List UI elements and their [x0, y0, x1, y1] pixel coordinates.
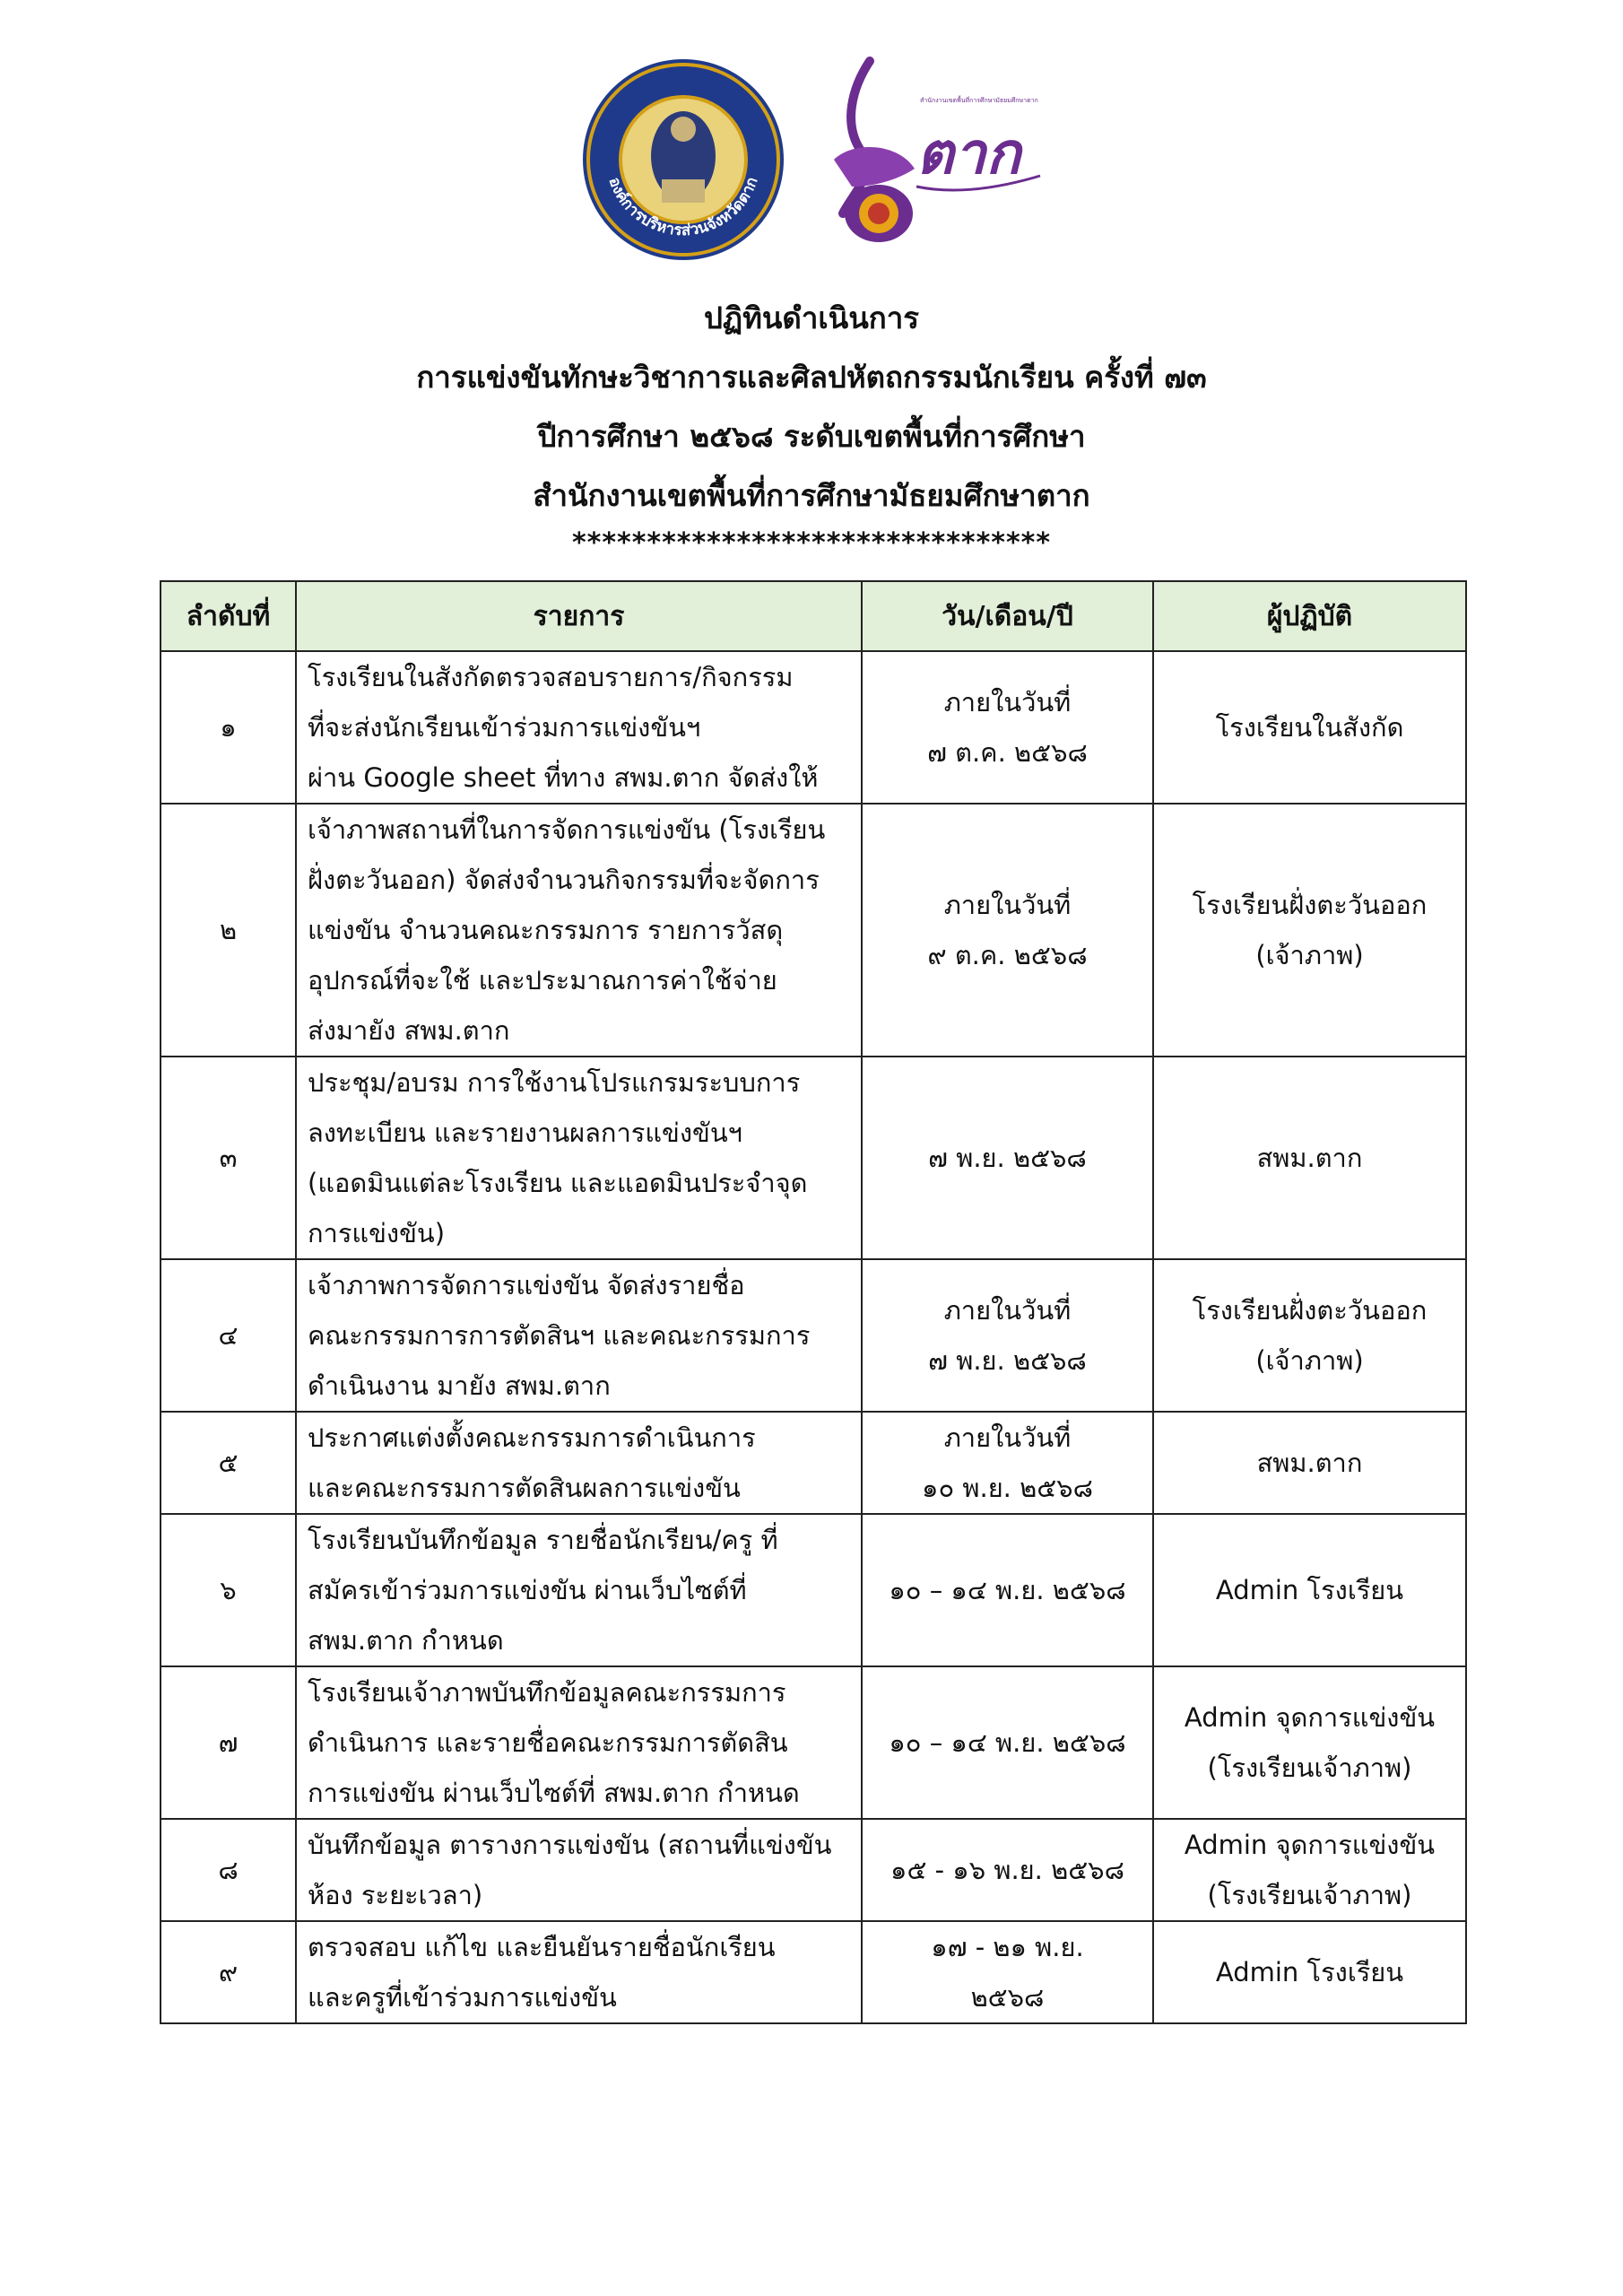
- table-row: [161, 1412, 1466, 1514]
- item-text-line: เจ้าภาพการจัดการแข่งขัน จัดส่งรายชื่อ: [308, 1270, 745, 1300]
- row-who: [1153, 804, 1466, 1057]
- item-text-line: แข่งขัน จำนวนคณะกรรมการ รายการวัสดุ: [308, 915, 784, 945]
- row-date: [862, 1921, 1153, 2023]
- item-text-line: โรงเรียนบันทึกข้อมูล รายชื่อนักเรียน/ครู ที่: [308, 1525, 778, 1555]
- item-text-line: สมัครเข้าร่วมการแข่งขัน ผ่านเว็บไซต์ที่: [308, 1575, 747, 1605]
- document-header: [0, 289, 1623, 561]
- row-date: [862, 804, 1153, 1057]
- table-row: [161, 651, 1466, 804]
- row-date: [862, 1514, 1153, 1666]
- date-text-line: ๑๐ – ๑๔ พ.ย. ๒๕๖๘: [889, 1575, 1126, 1605]
- pao-seal-logo: [579, 56, 787, 264]
- date-text-line: ๑๕ - ๑๖ พ.ย. ๒๕๖๘: [890, 1855, 1124, 1885]
- item-text-line: ประกาศแต่งตั้งคณะกรรมการดำเนินการ: [308, 1422, 756, 1453]
- item-text-line: ประชุม/อบรม การใช้งานโปรแกรมระบบการ: [308, 1067, 801, 1098]
- row-date: [862, 1819, 1153, 1921]
- tak-office-logo: [816, 52, 1049, 249]
- row-number: ๔: [161, 1259, 296, 1412]
- date-text-line: ๙ ต.ค. ๒๕๖๘: [927, 940, 1088, 970]
- date-text-line: ภายในวันที่: [943, 890, 1072, 920]
- header-responsible: ผู้ปฏิบัติ: [1153, 581, 1466, 651]
- responsible-text-line: (เจ้าภาพ): [1255, 940, 1364, 970]
- row-number: ๓: [161, 1057, 296, 1259]
- item-text-line: ส่งมายัง สพม.ตาก: [308, 1015, 510, 1046]
- row-number: ๒: [161, 804, 296, 1057]
- row-item: [296, 804, 862, 1057]
- row-number: ๙: [161, 1921, 296, 2023]
- item-text-line: ตรวจสอบ แก้ไข และยืนยันรายชื่อนักเรียน: [308, 1932, 776, 1962]
- table-header-row: [161, 581, 1466, 651]
- item-text-line: คณะกรรมการการตัดสินฯ และคณะกรรมการ: [308, 1320, 811, 1351]
- row-date: [862, 651, 1153, 804]
- schedule-table: [160, 580, 1467, 2024]
- responsible-text-line: โรงเรียนในสังกัด: [1215, 712, 1404, 743]
- row-who: [1153, 1057, 1466, 1259]
- date-text-line: ๑๐ – ๑๔ พ.ย. ๒๕๖๘: [889, 1727, 1126, 1758]
- item-text-line: การแข่งขัน): [308, 1218, 446, 1248]
- date-text-line: ๑๗ - ๒๑ พ.ย.: [931, 1932, 1084, 1962]
- row-who: [1153, 1259, 1466, 1412]
- item-text-line: บันทึกข้อมูล ตารางการแข่งขัน (สถานที่แข่งขัน: [308, 1830, 832, 1860]
- date-text-line: ภายในวันที่: [943, 1295, 1072, 1326]
- seal-lettering: องค์การบริหารส่วนจังหวัดตาก: [604, 175, 762, 240]
- responsible-text-line: โรงเรียนฝั่งตะวันออก: [1192, 890, 1428, 920]
- responsible-text-line: สพม.ตาก: [1256, 1143, 1363, 1173]
- title-line-1: ปฏิทินดำเนินการ: [703, 300, 919, 335]
- row-who: [1153, 1514, 1466, 1666]
- row-number: ๘: [161, 1819, 296, 1921]
- item-text-line: และครูที่เข้าร่วมการแข่งขัน: [308, 1982, 617, 2013]
- table-row: [161, 1819, 1466, 1921]
- item-text-line: อุปกรณ์ที่จะใช้ และประมาณการค่าใช้จ่าย: [308, 965, 777, 996]
- responsible-text-line: Admin โรงเรียน: [1215, 1957, 1404, 1987]
- row-who: [1153, 1921, 1466, 2023]
- table-row: [161, 1259, 1466, 1412]
- responsible-text-line: Admin โรงเรียน: [1215, 1575, 1404, 1605]
- table-row: [161, 1514, 1466, 1666]
- row-number: ๑: [161, 651, 296, 804]
- header-item: รายการ: [296, 581, 862, 651]
- title-line-3: ปีการศึกษา ๒๕๖๘ ระดับเขตพื้นที่การศึกษา: [537, 419, 1086, 454]
- row-number: ๗: [161, 1666, 296, 1819]
- row-number: ๖: [161, 1514, 296, 1666]
- date-text-line: ๒๕๖๘: [970, 1982, 1045, 2013]
- responsible-text-line: โรงเรียนฝั่งตะวันออก: [1192, 1295, 1428, 1326]
- row-item: [296, 1666, 862, 1819]
- table-row: [161, 1666, 1466, 1819]
- item-text-line: ฝั่งตะวันออก) จัดส่งจำนวนกิจกรรมที่จะจัดการ: [308, 865, 820, 895]
- logo-area: [574, 52, 1058, 240]
- responsible-text-line: Admin จุดการแข่งขัน: [1184, 1702, 1436, 1733]
- table-row: [161, 1921, 1466, 2023]
- date-text-line: ภายในวันที่: [943, 687, 1072, 718]
- separator: ********************************: [571, 527, 1052, 559]
- header-date: วัน/เดือน/ปี: [862, 581, 1153, 651]
- row-number: ๕: [161, 1412, 296, 1514]
- responsible-text-line: Admin จุดการแข่งขัน: [1184, 1830, 1436, 1860]
- item-text-line: (แอดมินแต่ละโรงเรียน และแอดมินประจำจุด: [308, 1168, 808, 1198]
- table-row: [161, 804, 1466, 1057]
- responsible-text-line: สพม.ตาก: [1256, 1448, 1363, 1478]
- row-item: [296, 1819, 862, 1921]
- row-date: [862, 1412, 1153, 1514]
- row-item: [296, 1921, 862, 2023]
- row-date: [862, 1057, 1153, 1259]
- row-item: [296, 1412, 862, 1514]
- row-item: [296, 1259, 862, 1412]
- item-text-line: เจ้าภาพสถานที่ในการจัดการแข่งขัน (โรงเรียน: [308, 814, 826, 845]
- item-text-line: โรงเรียนในสังกัดตรวจสอบรายการ/กิจกรรม: [308, 662, 794, 692]
- date-text-line: ๑๐ พ.ย. ๒๕๖๘: [922, 1473, 1093, 1503]
- title-line-4: สำนักงานเขตพื้นที่การศึกษามัธยมศึกษาตาก: [533, 478, 1090, 513]
- row-who: [1153, 1412, 1466, 1514]
- row-date: [862, 1259, 1153, 1412]
- item-text-line: ดำเนินงาน มายัง สพม.ตาก: [308, 1370, 611, 1401]
- table-row: [161, 1057, 1466, 1259]
- header-no: ลำดับที่: [161, 581, 296, 651]
- item-text-line: ผ่าน Google sheet ที่ทาง สพม.ตาก จัดส่งให้: [308, 762, 819, 793]
- item-text-line: โรงเรียนเจ้าภาพบันทึกข้อมูลคณะกรรมการ: [308, 1677, 786, 1708]
- logo-wordmark: ตาก: [916, 121, 1021, 187]
- date-text-line: ๗ พ.ย. ๒๕๖๘: [928, 1345, 1087, 1376]
- row-who: [1153, 1666, 1466, 1819]
- row-item: [296, 1514, 862, 1666]
- item-text-line: การแข่งขัน ผ่านเว็บไซต์ที่ สพม.ตาก กำหนด: [308, 1778, 800, 1808]
- item-text-line: ลงทะเบียน และรายงานผลการแข่งขันฯ: [308, 1118, 742, 1148]
- item-text-line: ห้อง ระยะเวลา): [308, 1880, 483, 1910]
- item-text-line: และคณะกรรมการตัดสินผลการแข่งขัน: [308, 1473, 741, 1503]
- row-who: [1153, 651, 1466, 804]
- date-text-line: ๗ ต.ค. ๒๕๖๘: [927, 737, 1088, 768]
- date-text-line: ภายในวันที่: [943, 1422, 1072, 1453]
- row-date: [862, 1666, 1153, 1819]
- responsible-text-line: (โรงเรียนเจ้าภาพ): [1207, 1752, 1412, 1783]
- item-text-line: สพม.ตาก กำหนด: [308, 1625, 504, 1656]
- title-line-2: การแข่งขันทักษะวิชาการและศิลปหัตถกรรมนักเรียน ครั้งที่ ๗๓: [416, 360, 1207, 395]
- responsible-text-line: (เจ้าภาพ): [1255, 1345, 1364, 1376]
- row-item: [296, 651, 862, 804]
- logo-small-text: สำนักงานเขตพื้นที่การศึกษามัธยมศึกษาตาก: [920, 97, 1038, 104]
- row-item: [296, 1057, 862, 1259]
- date-text-line: ๗ พ.ย. ๒๕๖๘: [928, 1143, 1087, 1173]
- responsible-text-line: (โรงเรียนเจ้าภาพ): [1207, 1880, 1412, 1910]
- item-text-line: ดำเนินการ และรายชื่อคณะกรรมการตัดสิน: [308, 1727, 788, 1758]
- item-text-line: ที่จะส่งนักเรียนเข้าร่วมการแข่งขันฯ: [308, 712, 701, 743]
- row-who: [1153, 1819, 1466, 1921]
